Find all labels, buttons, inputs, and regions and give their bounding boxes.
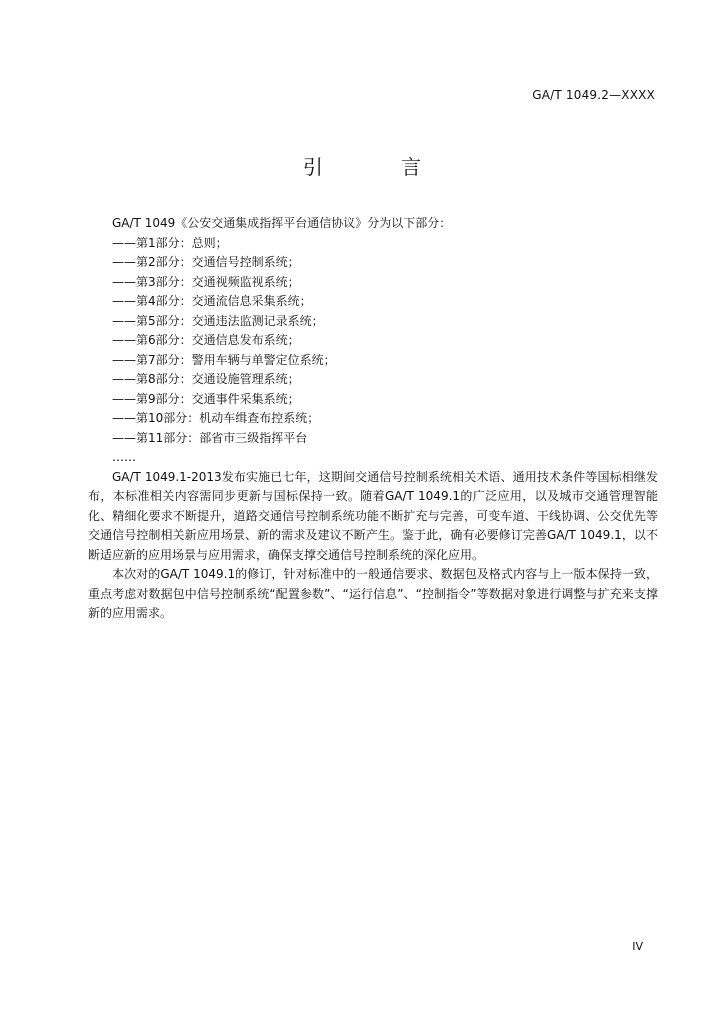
list-item: ——第6部分：交通信息发布系统； [112,333,300,347]
list-item: ——第5部分：交通违法监测记录系统； [112,313,324,328]
list-item: ——第4部分：交通流信息采集系统； [112,294,312,308]
document-id: GA/T 1049.2—XXXX [532,88,655,102]
page-number: IV [632,940,643,953]
intro-line: GA/T 1049《公安交通集成指挥平台通信协议》分为以下部分： [112,216,452,230]
list-item: ——第10部分：机动车缉查布控系统； [112,411,320,425]
document-body [88,214,658,624]
list-item: ——第3部分：交通视频监视系统； [112,274,300,289]
list-item: ——第1部分：总则； [112,235,228,250]
list-item: ——第9部分：交通事件采集系统； [112,391,300,406]
paragraph: GA/T 1049.1-2013发布实施已七年，这期间交通信号控制系统相关术语、通用技术条件等国标相继发布，本标准相关内容需同步更新与国标保持一致。随着GA/T 1049.1的广泛应用，以及城市交通管理智能化、精细化要求不断提升，道路交通信号控制系统功能不断扩充与完善，可变车道、干线协调、公交优先等交通信号控制相关新应用场景、新的需求及建议不断产生。鉴于此，确有必要修订完善GA/T 1049.1，以不断适应新的应用场景与应用需求，确保支撑交通信号控制系统的深化应用。 [88,469,658,562]
paragraph: 本次对的GA/T 1049.1的修订，针对标准中的一般通信要求、数据包及格式内容与上一版本保持一致，重点考虑对数据包中信号控制系统“配置参数”、“运行信息”、“控制指令”等数据对象进行调整与扩充来支撑新的应用需求。 [88,567,658,620]
list-item: ——第8部分：交通设施管理系统； [112,372,300,386]
list-item: ——第11部分：部省市三级指挥平台 [112,430,308,445]
ellipsis: …… [112,450,136,464]
list-item: ——第2部分：交通信号控制系统； [112,255,300,269]
section-title: 引 言 [302,155,458,179]
list-item: ——第7部分：警用车辆与单警定位系统； [112,352,336,367]
